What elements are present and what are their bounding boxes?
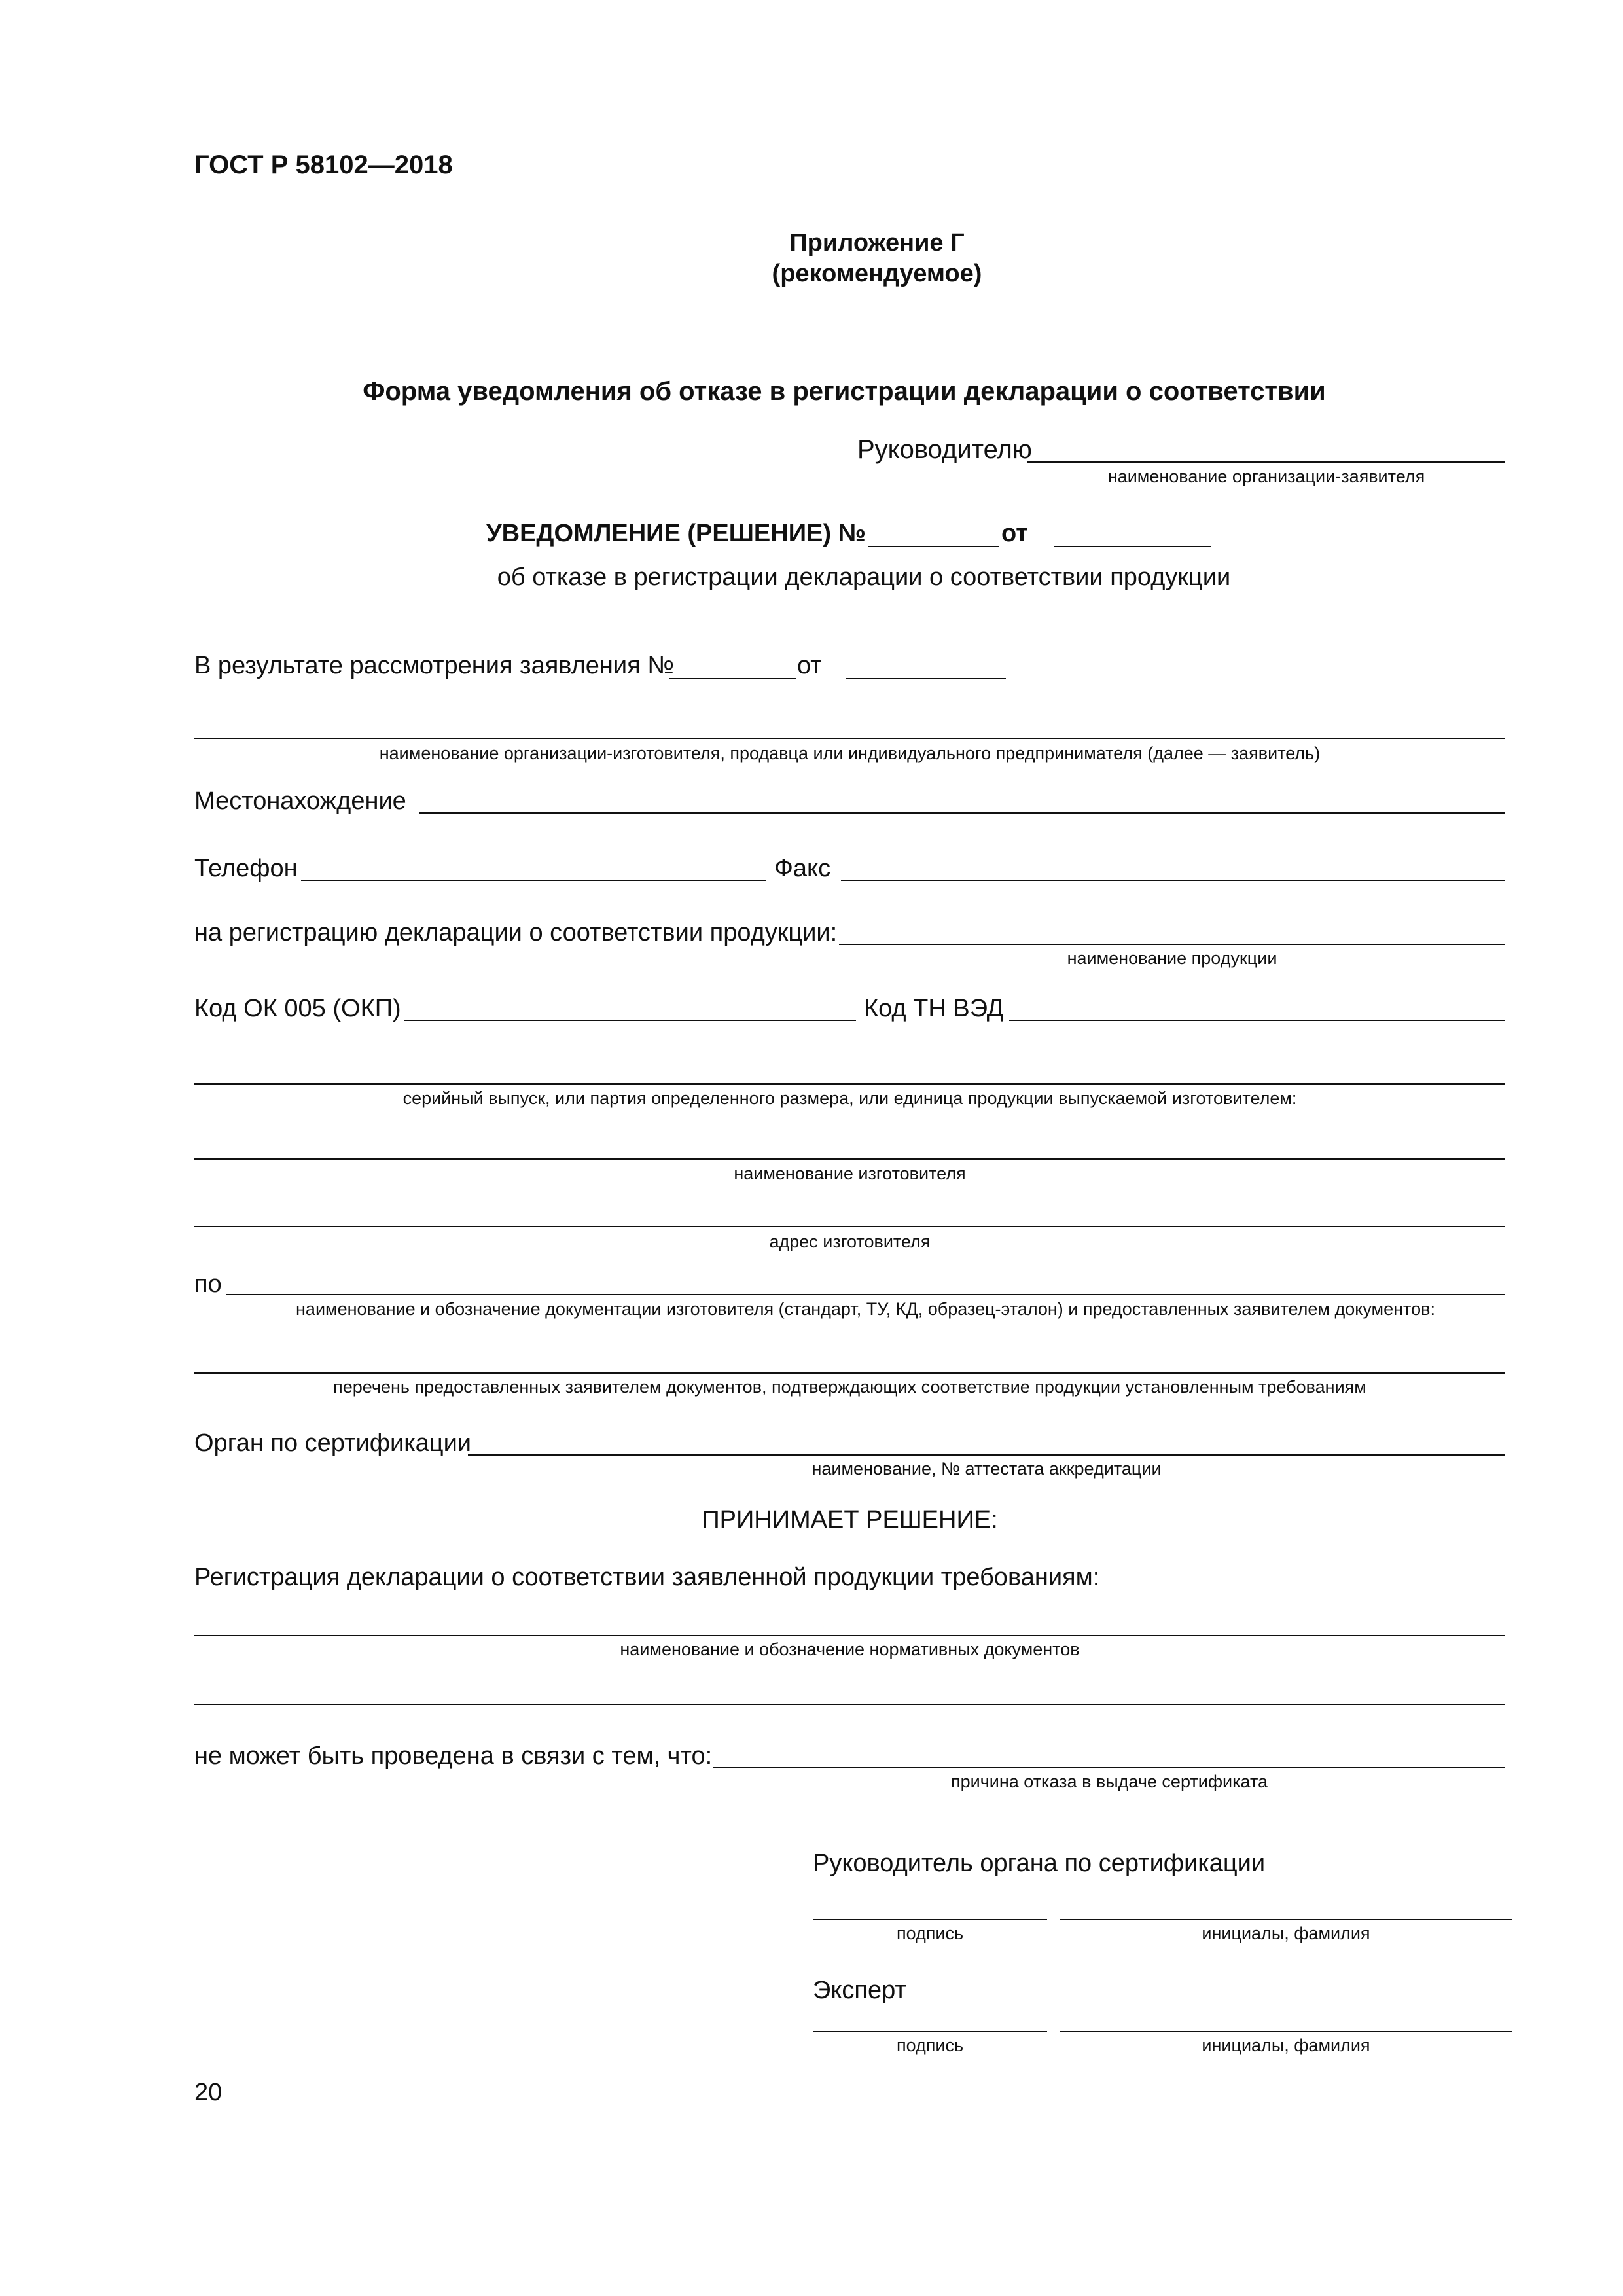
head-name-line bbox=[1060, 1919, 1512, 1920]
documentation-caption: наименование и обозначение документации изготовителя (стандарт, ТУ, КД, образец-эталон) и предоставленных заявителем документов: bbox=[296, 1299, 1435, 1319]
cert-body-caption: наименование, № аттестата аккредитации bbox=[812, 1459, 1162, 1479]
expert-name-line bbox=[1060, 2031, 1512, 2032]
manufacturer-name-line bbox=[194, 1158, 1505, 1160]
form-title: Форма уведомления об отказе в регистрации декларации о соответствии bbox=[363, 377, 1326, 406]
head-signature-caption: подпись bbox=[896, 1924, 964, 1943]
cert-body-line bbox=[468, 1454, 1505, 1456]
reason-caption: причина отказа в выдаче сертификата bbox=[950, 1772, 1268, 1791]
addressee-caption: наименование организации-заявителя bbox=[1107, 467, 1425, 486]
notice-heading: УВЕДОМЛЕНИЕ (РЕШЕНИЕ) № bbox=[486, 520, 866, 547]
location-line bbox=[419, 812, 1505, 814]
notice-subheading: об отказе в регистрации декларации о соответствии продукции bbox=[497, 564, 1231, 591]
manufacturer-address-caption: адрес изготовителя bbox=[769, 1232, 931, 1251]
expert-signature-line bbox=[813, 2031, 1047, 2032]
application-from-label: от bbox=[797, 652, 822, 679]
documents-list-line bbox=[194, 1372, 1505, 1374]
location-label: Местонахождение bbox=[194, 787, 406, 815]
application-number-line bbox=[669, 678, 796, 679]
decision-text: Регистрация декларации о соответствии заявленной продукции требованиям: bbox=[194, 1564, 1100, 1591]
product-line bbox=[839, 944, 1505, 945]
okp-line bbox=[404, 1020, 856, 1021]
phone-line bbox=[301, 880, 766, 881]
notice-date-line bbox=[1054, 546, 1211, 547]
documents-list-caption: перечень предоставленных заявителем документов, подтверждающих соответствие продукции установленным требованиям bbox=[333, 1377, 1366, 1397]
notice-from-label: от bbox=[1001, 520, 1028, 547]
reason-label: не может быть проведена в связи с тем, что: bbox=[194, 1742, 713, 1770]
batch-line bbox=[194, 1083, 1505, 1085]
head-name-caption: инициалы, фамилия bbox=[1202, 1924, 1370, 1943]
notice-number-line bbox=[868, 546, 999, 547]
product-caption: наименование продукции bbox=[1067, 948, 1277, 968]
appendix-title: Приложение Г bbox=[789, 229, 965, 257]
okp-label: Код ОК 005 (ОКП) bbox=[194, 995, 401, 1022]
phone-label: Телефон bbox=[194, 855, 298, 882]
tnved-line bbox=[1009, 1020, 1505, 1021]
batch-caption: серийный выпуск, или партия определенного размера, или единица продукции выпускаемой изготовителем: bbox=[402, 1088, 1297, 1108]
cert-body-label: Орган по сертификации bbox=[194, 1429, 472, 1457]
head-signature-line bbox=[813, 1919, 1047, 1920]
norm-docs-line bbox=[194, 1635, 1505, 1636]
page-number: 20 bbox=[194, 2079, 223, 2106]
norm-docs-caption: наименование и обозначение нормативных документов bbox=[620, 1640, 1080, 1659]
application-date-line bbox=[846, 678, 1006, 679]
fax-line bbox=[841, 880, 1505, 881]
expert-name-caption: инициалы, фамилия bbox=[1202, 2036, 1370, 2055]
tnved-label: Код ТН ВЭД bbox=[864, 995, 1004, 1022]
decision-heading: ПРИНИМАЕТ РЕШЕНИЕ: bbox=[702, 1506, 998, 1534]
application-label: В результате рассмотрения заявления № bbox=[194, 652, 675, 679]
expert-signature-caption: подпись bbox=[896, 2036, 964, 2055]
head-signature-label: Руководитель органа по сертификации bbox=[813, 1850, 1266, 1877]
applicant-line bbox=[194, 738, 1505, 739]
addressee-label: Руководителю bbox=[857, 435, 1032, 464]
addressee-line bbox=[1027, 461, 1505, 463]
product-label: на регистрацию декларации о соответствии продукции: bbox=[194, 919, 838, 946]
reason-line bbox=[713, 1767, 1505, 1768]
expert-signature-label: Эксперт bbox=[813, 1977, 906, 2004]
fax-label: Факс bbox=[774, 855, 831, 882]
documentation-label: по bbox=[194, 1270, 222, 1298]
appendix-status: (рекомендуемое) bbox=[772, 260, 982, 287]
applicant-caption: наименование организации-изготовителя, продавца или индивидуального предпринимателя (далее — заявитель) bbox=[379, 744, 1321, 763]
documentation-line bbox=[226, 1294, 1505, 1295]
norm-docs-line-2 bbox=[194, 1704, 1505, 1705]
standard-id: ГОСТ Р 58102—2018 bbox=[194, 151, 453, 179]
manufacturer-name-caption: наименование изготовителя bbox=[734, 1164, 966, 1183]
manufacturer-address-line bbox=[194, 1226, 1505, 1227]
